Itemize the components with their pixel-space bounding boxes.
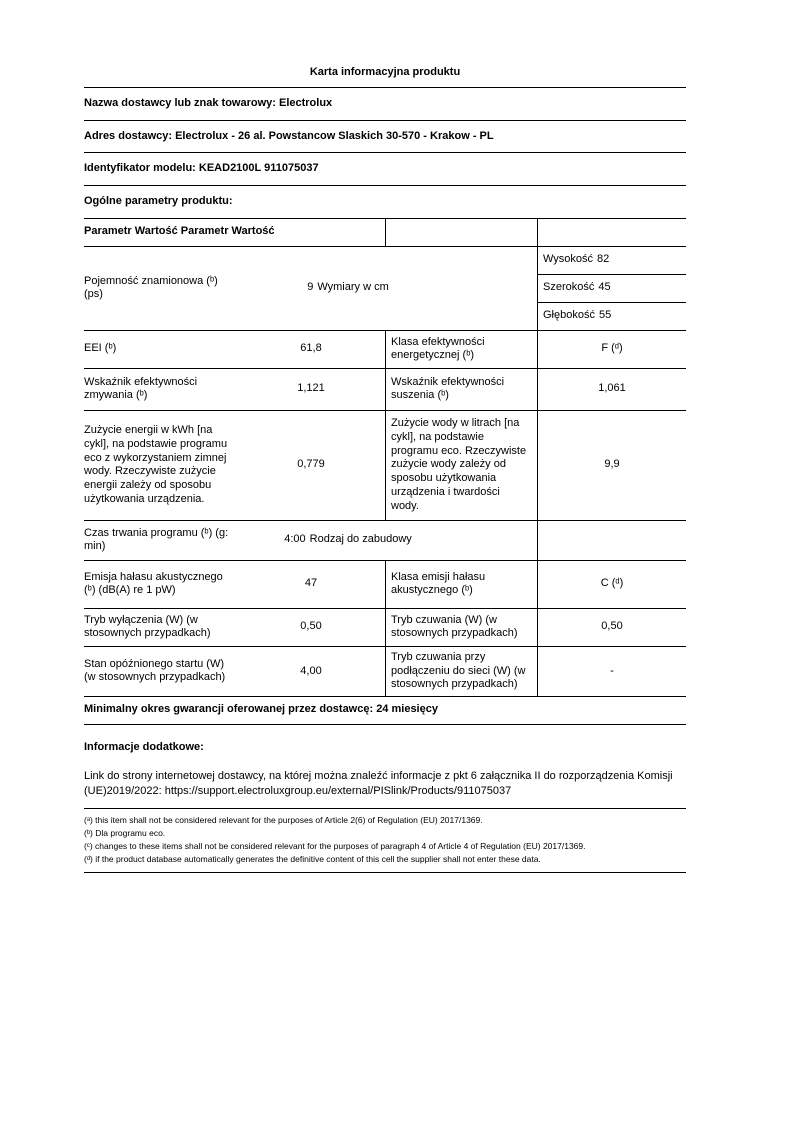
table-row-energy-consumption xyxy=(84,411,686,521)
param-value-cell: C (ᵈ) xyxy=(537,561,686,608)
param-label-cell: Klasa emisji hałasu akustycznego (ᵇ) xyxy=(385,561,537,608)
param-value-cell: 0,50 xyxy=(300,620,322,633)
param-value-cell: - xyxy=(537,647,686,696)
param-label-cell: Emisja hałasu akustycznego (ᵇ) (dB(A) re 1 pW) xyxy=(84,570,223,597)
additional-info-heading: Informacje dodatkowe: xyxy=(84,740,204,753)
dimension-depth xyxy=(538,303,686,330)
footnote-c: (ᶜ) changes to these items shall not be considered relevant for the purposes of paragraph 4 of Article 4 of Regulation (EU) 2017/1369. xyxy=(84,840,586,851)
param-label-cell: Klasa efektywności energetycznej (ᵇ) xyxy=(385,331,537,368)
param-value-cell: 1,121 xyxy=(297,382,325,395)
param-label-cell: Zużycie wody w litrach [na cykl], na podstawie programu eco. Rzeczywiste zużycie wody zależy od sposobu użytkowania urządzenia i twardości wody. xyxy=(385,411,537,520)
supplier-address-line: Adres dostawcy: Electrolux - 26 al. Powstancow Slaskich 30-570 - Krakow - PL xyxy=(84,121,686,154)
dimension-height xyxy=(538,247,686,275)
empty-cell xyxy=(537,521,686,560)
param-value-cell: 0,779 xyxy=(297,458,325,471)
table-row-noise xyxy=(84,561,686,609)
param-label-cell: Tryb czuwania (W) (w stosownych przypadkach) xyxy=(385,609,537,646)
dimension-width xyxy=(538,275,686,303)
param-value-cell: 4,00 xyxy=(300,664,322,677)
param-label-cell: Wskaźnik efektywności zmywania (ᵇ) xyxy=(84,375,198,402)
param-value-cell: 0,50 xyxy=(537,609,686,646)
table-header-row xyxy=(84,219,686,247)
dimension-value: 55 xyxy=(598,309,612,322)
footnotes-block xyxy=(84,808,686,873)
table-header-cell: Parametr Wartość Parametr Wartość xyxy=(84,225,275,238)
dimension-name: Szerokość xyxy=(543,281,595,294)
parameters-table xyxy=(84,219,686,697)
dimension-value: 82 xyxy=(597,253,610,266)
table-header-empty-cell xyxy=(385,219,537,246)
param-label-cell: Czas trwania programu (ᵇ) (g: min) xyxy=(84,526,229,553)
product-information-sheet xyxy=(84,0,686,873)
installation-type-label: Rodzaj do zabudowy xyxy=(309,533,412,546)
footnote-d: (ᵈ) if the product database automatically generates the definitive content of this cell the supplier shall not enter these data. xyxy=(84,853,541,864)
general-parameters-heading: Ogólne parametry produktu: xyxy=(84,186,686,219)
param-value-cell xyxy=(237,247,537,330)
table-row-off-mode xyxy=(84,609,686,647)
param-label-cell: Tryb wyłączenia (W) (w stosownych przypadkach) xyxy=(84,613,211,640)
param-label-cell: EEI (ᵇ) xyxy=(84,342,117,355)
param-value-cell: F (ᵈ) xyxy=(537,331,686,368)
table-row-delayed-start xyxy=(84,647,686,697)
dimensions-label: Wymiary w cm xyxy=(317,281,389,294)
dimension-name: Głębokość xyxy=(543,309,595,322)
dimensions-cell xyxy=(537,247,686,330)
supplier-name-line: Nazwa dostawcy lub znak towarowy: Electrolux xyxy=(84,88,686,121)
table-row-program-duration xyxy=(84,521,686,561)
model-identifier-line: Identyfikator modelu: KEAD2100L 911075037 xyxy=(84,153,686,186)
table-row-wash-index xyxy=(84,369,686,411)
param-label-cell: Tryb czuwania przy podłączeniu do sieci (W) (w stosownych przypadkach) xyxy=(385,647,537,696)
param-label-cell: Wskaźnik efektywności suszenia (ᵇ) xyxy=(385,369,537,410)
param-label-cell: Pojemność znamionowa (ᵇ) (ps) xyxy=(84,274,218,301)
dimension-name: Wysokość xyxy=(543,253,594,266)
param-label-cell: Stan opóźnionego startu (W) (w stosownych przypadkach) xyxy=(84,657,226,684)
param-value-cell: 47 xyxy=(304,577,318,590)
param-value-cell: 61,8 xyxy=(300,342,322,355)
param-value-cell: 1,061 xyxy=(537,369,686,410)
table-row-eei xyxy=(84,331,686,369)
param-value-cell xyxy=(237,521,537,560)
table-header-empty-cell xyxy=(537,219,686,246)
supplier-website-text: Link do strony internetowej dostawcy, na której można znaleźć informacje z pkt 6 załącznika II do rozporządzenia Komisji (UE)2019/2022: xyxy=(84,769,673,797)
param-label-cell: Zużycie energii w kWh [na cykl], na podstawie programu eco z wykorzystaniem zimnej wody. Rzeczywiste zużycie energii zależy od sposobu użytkowania urządzenia. xyxy=(84,424,228,505)
supplier-website-link[interactable]: https://support.electroluxgroup.eu/external/PISlink/Products/911075037 xyxy=(164,784,512,797)
capacity-value: 9 xyxy=(307,281,314,294)
footnote-b: (ᵇ) Dla programu eco. xyxy=(84,827,166,838)
warranty-line: Minimalny okres gwarancji oferowanej przez dostawcę: 24 miesięcy xyxy=(84,697,686,725)
footnote-a: (ᵃ) this item shall not be considered relevant for the purposes of Article 2(6) of Regulation (EU) 2017/1369. xyxy=(84,814,483,825)
page-title: Karta informacyjna produktu xyxy=(84,66,686,88)
dimension-value: 45 xyxy=(598,281,611,294)
param-value-cell: 9,9 xyxy=(537,411,686,520)
table-row-capacity xyxy=(84,247,686,331)
supplier-website-paragraph xyxy=(84,769,686,799)
duration-value: 4:00 xyxy=(284,533,306,546)
